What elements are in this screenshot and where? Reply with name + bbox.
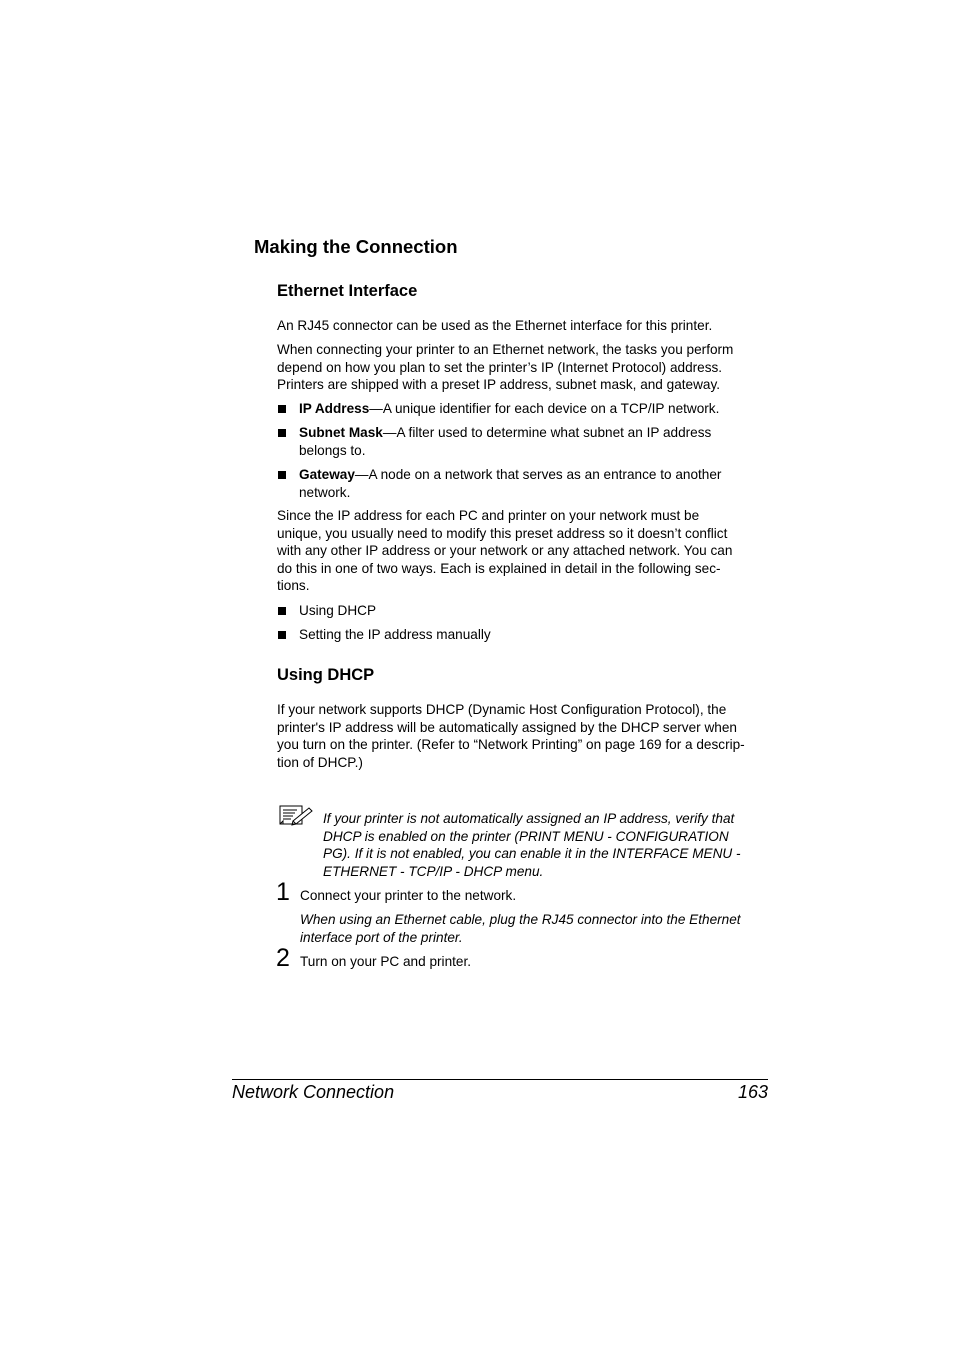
- bullet-square-icon: [278, 405, 286, 413]
- term-label: IP Address: [299, 401, 370, 416]
- term-description: —A node on a network that serves as an entrance to another: [354, 467, 722, 482]
- paragraph-line: tion of DHCP.): [277, 754, 363, 770]
- step-1-note: [300, 911, 772, 946]
- dhcp-paragraph: [277, 701, 772, 771]
- preset-address-paragraph: [277, 507, 772, 595]
- ethernet-interface-heading: Ethernet Interface: [277, 282, 418, 300]
- note-line: DHCP is enabled on the printer (PRINT MENU - CONFIGURATION: [323, 828, 729, 844]
- step-note-line: When using an Ethernet cable, plug the RJ45 connector into the Ethernet: [300, 912, 741, 927]
- footer-chapter-title: Network Connection: [232, 1082, 395, 1102]
- term-description: —A unique identifier for each device on a TCP/IP network.: [369, 401, 720, 416]
- note-line: ETHERNET - TCP/IP - DHCP menu.: [323, 863, 544, 879]
- bullet-item-gateway: [277, 466, 772, 501]
- note-line: PG). If it is not enabled, you can enable it in the INTERFACE MENU -: [323, 846, 741, 862]
- step-2-text: Turn on your PC and printer.: [300, 954, 472, 969]
- note-pencil-icon: [279, 805, 313, 827]
- bullet-square-icon: [278, 631, 286, 639]
- bullet-item-subnet-mask: [277, 424, 772, 459]
- step-number-1: 1: [276, 878, 290, 906]
- term-description-line: network.: [299, 484, 351, 500]
- step-note-line: interface port of the printer.: [300, 929, 463, 945]
- term-label: Gateway: [299, 467, 355, 482]
- bullet-item-using-dhcp: [277, 602, 772, 620]
- term-label: Subnet Mask: [299, 425, 383, 440]
- paragraph-line: you turn on the printer. (Refer to “Network Printing” on page 169 for a descrip-: [277, 737, 745, 753]
- term-description-line: belongs to.: [299, 442, 366, 458]
- paragraph-line: with any other IP address or your network or any attached network. You can: [277, 543, 733, 559]
- term-description: —A filter used to determine what subnet an IP address: [382, 425, 712, 440]
- ethernet-intro-paragraph: An RJ45 connector can be used as the Ethernet interface for this printer.: [277, 318, 713, 333]
- note-line: If your printer is not automatically assigned an IP address, verify that: [323, 811, 735, 826]
- bullet-item-ip-address: [277, 400, 772, 418]
- bullet-square-icon: [278, 429, 286, 437]
- bullet-square-icon: [278, 471, 286, 479]
- paragraph-line: Printers are shipped with a preset IP address, subnet mask, and gateway.: [277, 377, 721, 393]
- paragraph-line: depend on how you plan to set the printer’s IP (Internet Protocol) address.: [277, 359, 723, 375]
- bullet-item-manual-ip: [277, 626, 772, 644]
- footer-page-number: 163: [737, 1082, 768, 1102]
- step-number-2: 2: [276, 944, 290, 972]
- section-title: Making the Connection: [254, 236, 458, 257]
- bullet-text: Using DHCP: [299, 603, 377, 618]
- paragraph-line: unique, you usually need to modify this preset address so it doesn’t conflict: [277, 525, 728, 541]
- paragraph-line: printer's IP address will be automatically assigned by the DHCP server when: [277, 719, 737, 735]
- step-1-text: Connect your printer to the network.: [300, 888, 517, 903]
- paragraph-line: Since the IP address for each PC and printer on your network must be: [277, 508, 700, 523]
- dhcp-note: [323, 810, 773, 880]
- paragraph-line: If your network supports DHCP (Dynamic Host Configuration Protocol), the: [277, 702, 727, 717]
- paragraph-line: tions.: [277, 578, 310, 594]
- paragraph-line: When connecting your printer to an Ethernet network, the tasks you perform: [277, 342, 734, 357]
- paragraph-line: do this in one of two ways. Each is explained in detail in the following sec-: [277, 560, 721, 576]
- footer-divider: [232, 1079, 768, 1080]
- bullet-text: Setting the IP address manually: [299, 627, 491, 642]
- bullet-square-icon: [278, 607, 286, 615]
- using-dhcp-heading: Using DHCP: [277, 666, 375, 684]
- ethernet-tasks-paragraph: [277, 341, 772, 394]
